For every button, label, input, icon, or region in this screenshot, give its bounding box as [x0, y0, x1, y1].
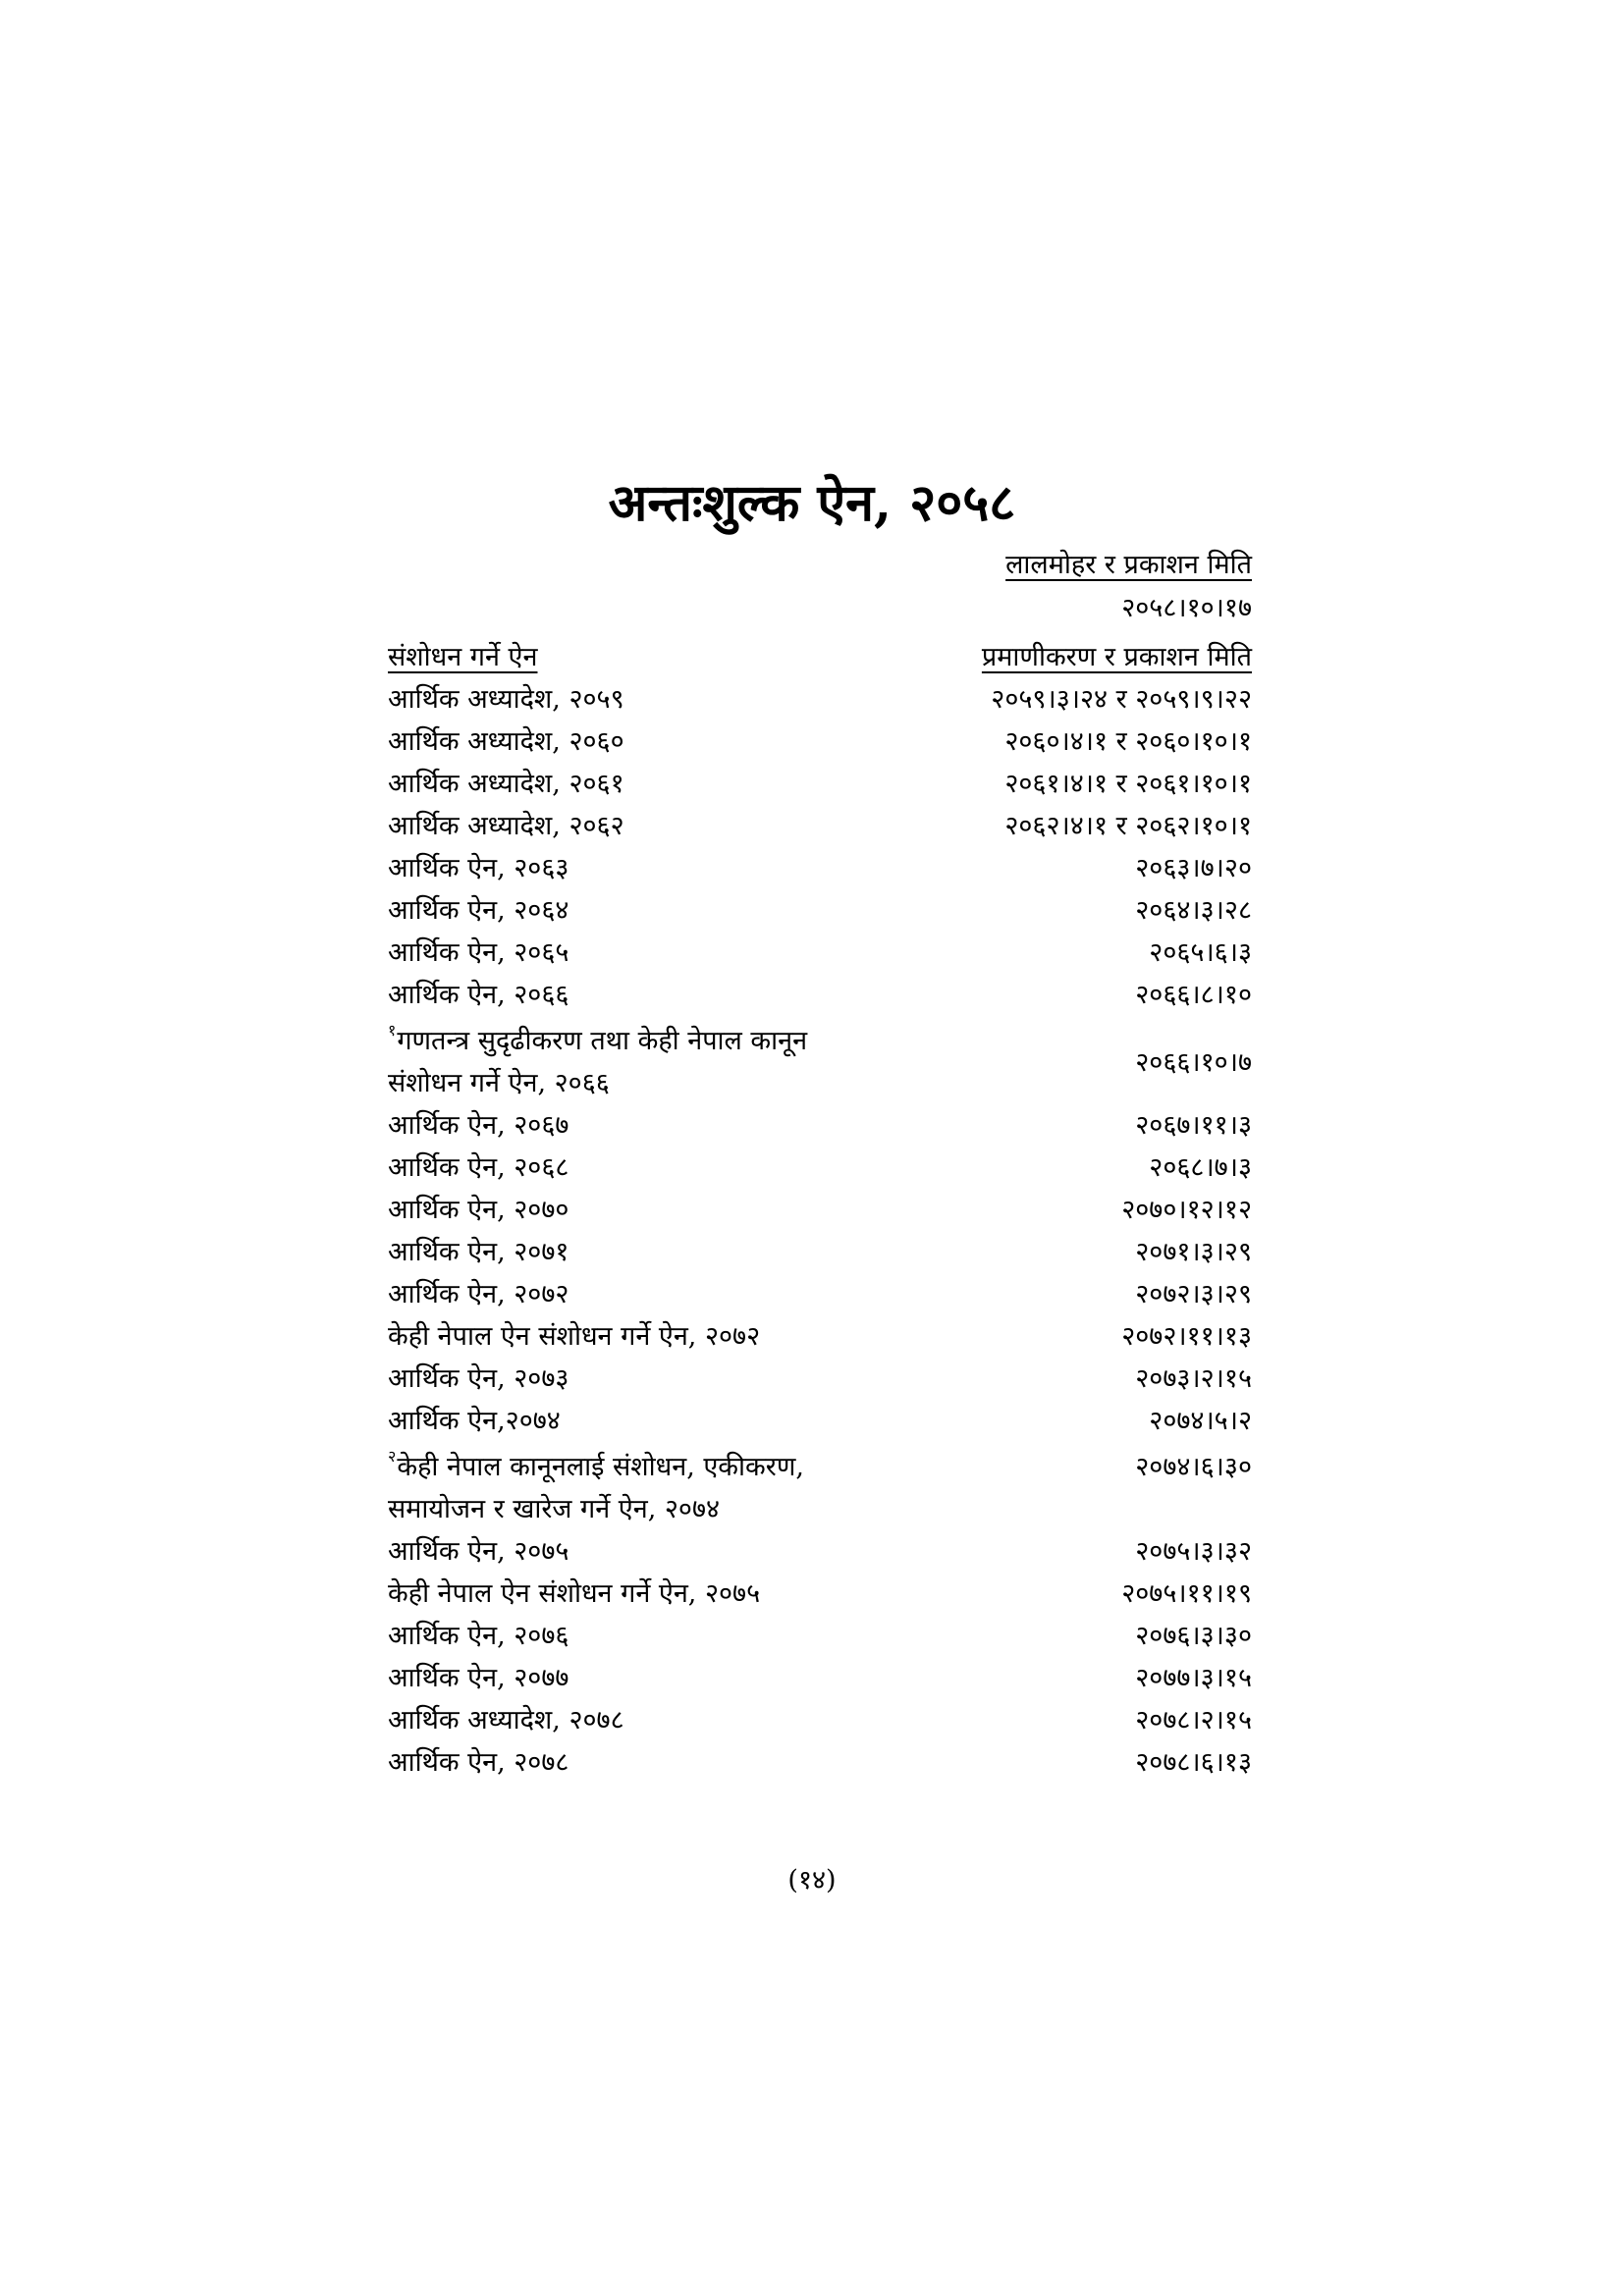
table-row	[388, 763, 1252, 805]
table-row	[388, 889, 1252, 932]
act-name: आर्थिक ऐन, २०६८	[388, 1152, 569, 1183]
act-name-line: केही नेपाल कानूनलाई संशोधन, एकीकरण,	[397, 1452, 804, 1482]
table-row	[388, 1358, 1252, 1400]
table-row	[388, 1615, 1252, 1657]
seal-date-label: लालमोहर र प्रकाशन मिति	[1005, 550, 1252, 580]
table-row	[388, 1446, 1252, 1530]
act-date: २०६५।६।३	[1149, 937, 1252, 968]
act-name	[388, 1446, 938, 1530]
act-name: आर्थिक ऐन, २०६७	[388, 1110, 569, 1141]
act-date: २०७५।११।१९	[1121, 1578, 1252, 1609]
seal-date: २०५८।१०।१७	[1121, 593, 1252, 623]
table-row	[388, 847, 1252, 889]
act-date: २०७८।२।१५	[1135, 1705, 1252, 1735]
act-name: आर्थिक ऐन, २०७१	[388, 1237, 569, 1267]
act-name: आर्थिक ऐन, २०७३	[388, 1363, 569, 1394]
act-name-line: गणतन्त्र सुदृढीकरण तथा केही नेपाल कानून	[397, 1026, 808, 1056]
table-row	[388, 1699, 1252, 1741]
act-name: आर्थिक ऐन, २०७६	[388, 1621, 569, 1651]
act-date: २०६८।७।३	[1149, 1152, 1252, 1183]
table-row	[388, 1741, 1252, 1784]
footnote-marker: २	[388, 1447, 397, 1466]
act-date: २०६१।४।१ र २०६१।१०।१	[1004, 769, 1252, 799]
act-date: २०६३।७।२०	[1135, 853, 1252, 883]
table-row	[388, 1020, 1252, 1104]
table-row	[388, 678, 1252, 721]
act-name: आर्थिक ऐन,२०७४	[388, 1406, 561, 1436]
act-date: २०७०।१२।१२	[1121, 1195, 1252, 1225]
act-name: आर्थिक ऐन, २०७०	[388, 1195, 569, 1225]
act-date: २०७६।३।३०	[1135, 1621, 1252, 1651]
table-row	[388, 1231, 1252, 1273]
act-name: आर्थिक ऐन, २०६४	[388, 895, 569, 926]
act-date: २०६४।३।२८	[1135, 895, 1252, 926]
table-row	[388, 974, 1252, 1016]
table-row	[388, 1147, 1252, 1189]
table-row	[388, 1189, 1252, 1231]
act-name: आर्थिक ऐन, २०७५	[388, 1536, 569, 1567]
page-number: (१४)	[787, 1865, 837, 1896]
table-row	[388, 1104, 1252, 1147]
act-date: २०७२।३।२९	[1135, 1279, 1252, 1309]
act-date: २०६६।१०।७	[1135, 1046, 1252, 1078]
table-header-row	[388, 636, 1252, 678]
act-date: २०५९।३।२४ र २०५९।९।२२	[991, 684, 1252, 715]
act-name: केही नेपाल ऐन संशोधन गर्ने ऐन, २०७२	[388, 1321, 761, 1352]
act-name: आर्थिक ऐन, २०६६	[388, 980, 569, 1010]
act-date: २०७४।५।२	[1149, 1406, 1252, 1436]
table-row	[388, 805, 1252, 847]
table-row	[388, 721, 1252, 763]
act-name	[388, 1020, 938, 1104]
act-date: २०७४।६।३०	[1135, 1452, 1252, 1482]
act-date: २०६२।४।१ र २०६२।१०।१	[1004, 811, 1252, 841]
act-name: आर्थिक अध्यादेश, २०६२	[388, 811, 624, 841]
table-row	[388, 1315, 1252, 1358]
amendment-table	[388, 636, 1252, 1784]
table-row	[388, 1657, 1252, 1699]
act-name: आर्थिक ऐन, २०६३	[388, 853, 569, 883]
act-date: २०७७।३।१५	[1135, 1663, 1252, 1693]
act-date: २०७५।३।३२	[1135, 1536, 1252, 1567]
act-date: २०६०।४।१ र २०६०।१०।१	[1004, 726, 1252, 757]
act-date: २०७३।२।१५	[1135, 1363, 1252, 1394]
act-name: केही नेपाल ऐन संशोधन गर्ने ऐन, २०७५	[388, 1578, 761, 1609]
act-name: आर्थिक ऐन, २०७८	[388, 1747, 569, 1778]
act-name-line: समायोजन र खारेज गर्ने ऐन, २०७४	[388, 1494, 721, 1524]
table-row	[388, 1530, 1252, 1573]
act-name-line: संशोधन गर्ने ऐन, २०६६	[388, 1068, 610, 1098]
act-date: २०७२।११।१३	[1121, 1321, 1252, 1352]
act-date: २०७१।३।२९	[1135, 1237, 1252, 1267]
act-name: आर्थिक अध्यादेश, २०७८	[388, 1705, 624, 1735]
act-date: २०६६।८।१०	[1135, 980, 1252, 1010]
footnote-marker: १	[388, 1021, 397, 1040]
act-name: आर्थिक अध्यादेश, २०५९	[388, 684, 624, 715]
seal-date-header	[805, 546, 1252, 585]
act-date: २०७८।६।१३	[1135, 1747, 1252, 1778]
act-name: आर्थिक अध्यादेश, २०६०	[388, 726, 624, 757]
page-title: अन्तःशुल्क ऐन, २०५८	[608, 473, 1016, 533]
act-name: आर्थिक अध्यादेश, २०६१	[388, 769, 624, 799]
table-row	[388, 932, 1252, 974]
act-name: आर्थिक ऐन, २०७२	[388, 1279, 569, 1309]
act-date: २०६७।११।३	[1135, 1110, 1252, 1141]
amending-act-header: संशोधन गर्ने ऐन	[388, 642, 538, 672]
table-row	[388, 1400, 1252, 1442]
act-name: आर्थिक ऐन, २०७७	[388, 1663, 569, 1693]
table-row	[388, 1573, 1252, 1615]
act-name: आर्थिक ऐन, २०६५	[388, 937, 569, 968]
authentication-date-header: प्रमाणीकरण र प्रकाशन मिति	[981, 642, 1252, 672]
table-row	[388, 1273, 1252, 1315]
